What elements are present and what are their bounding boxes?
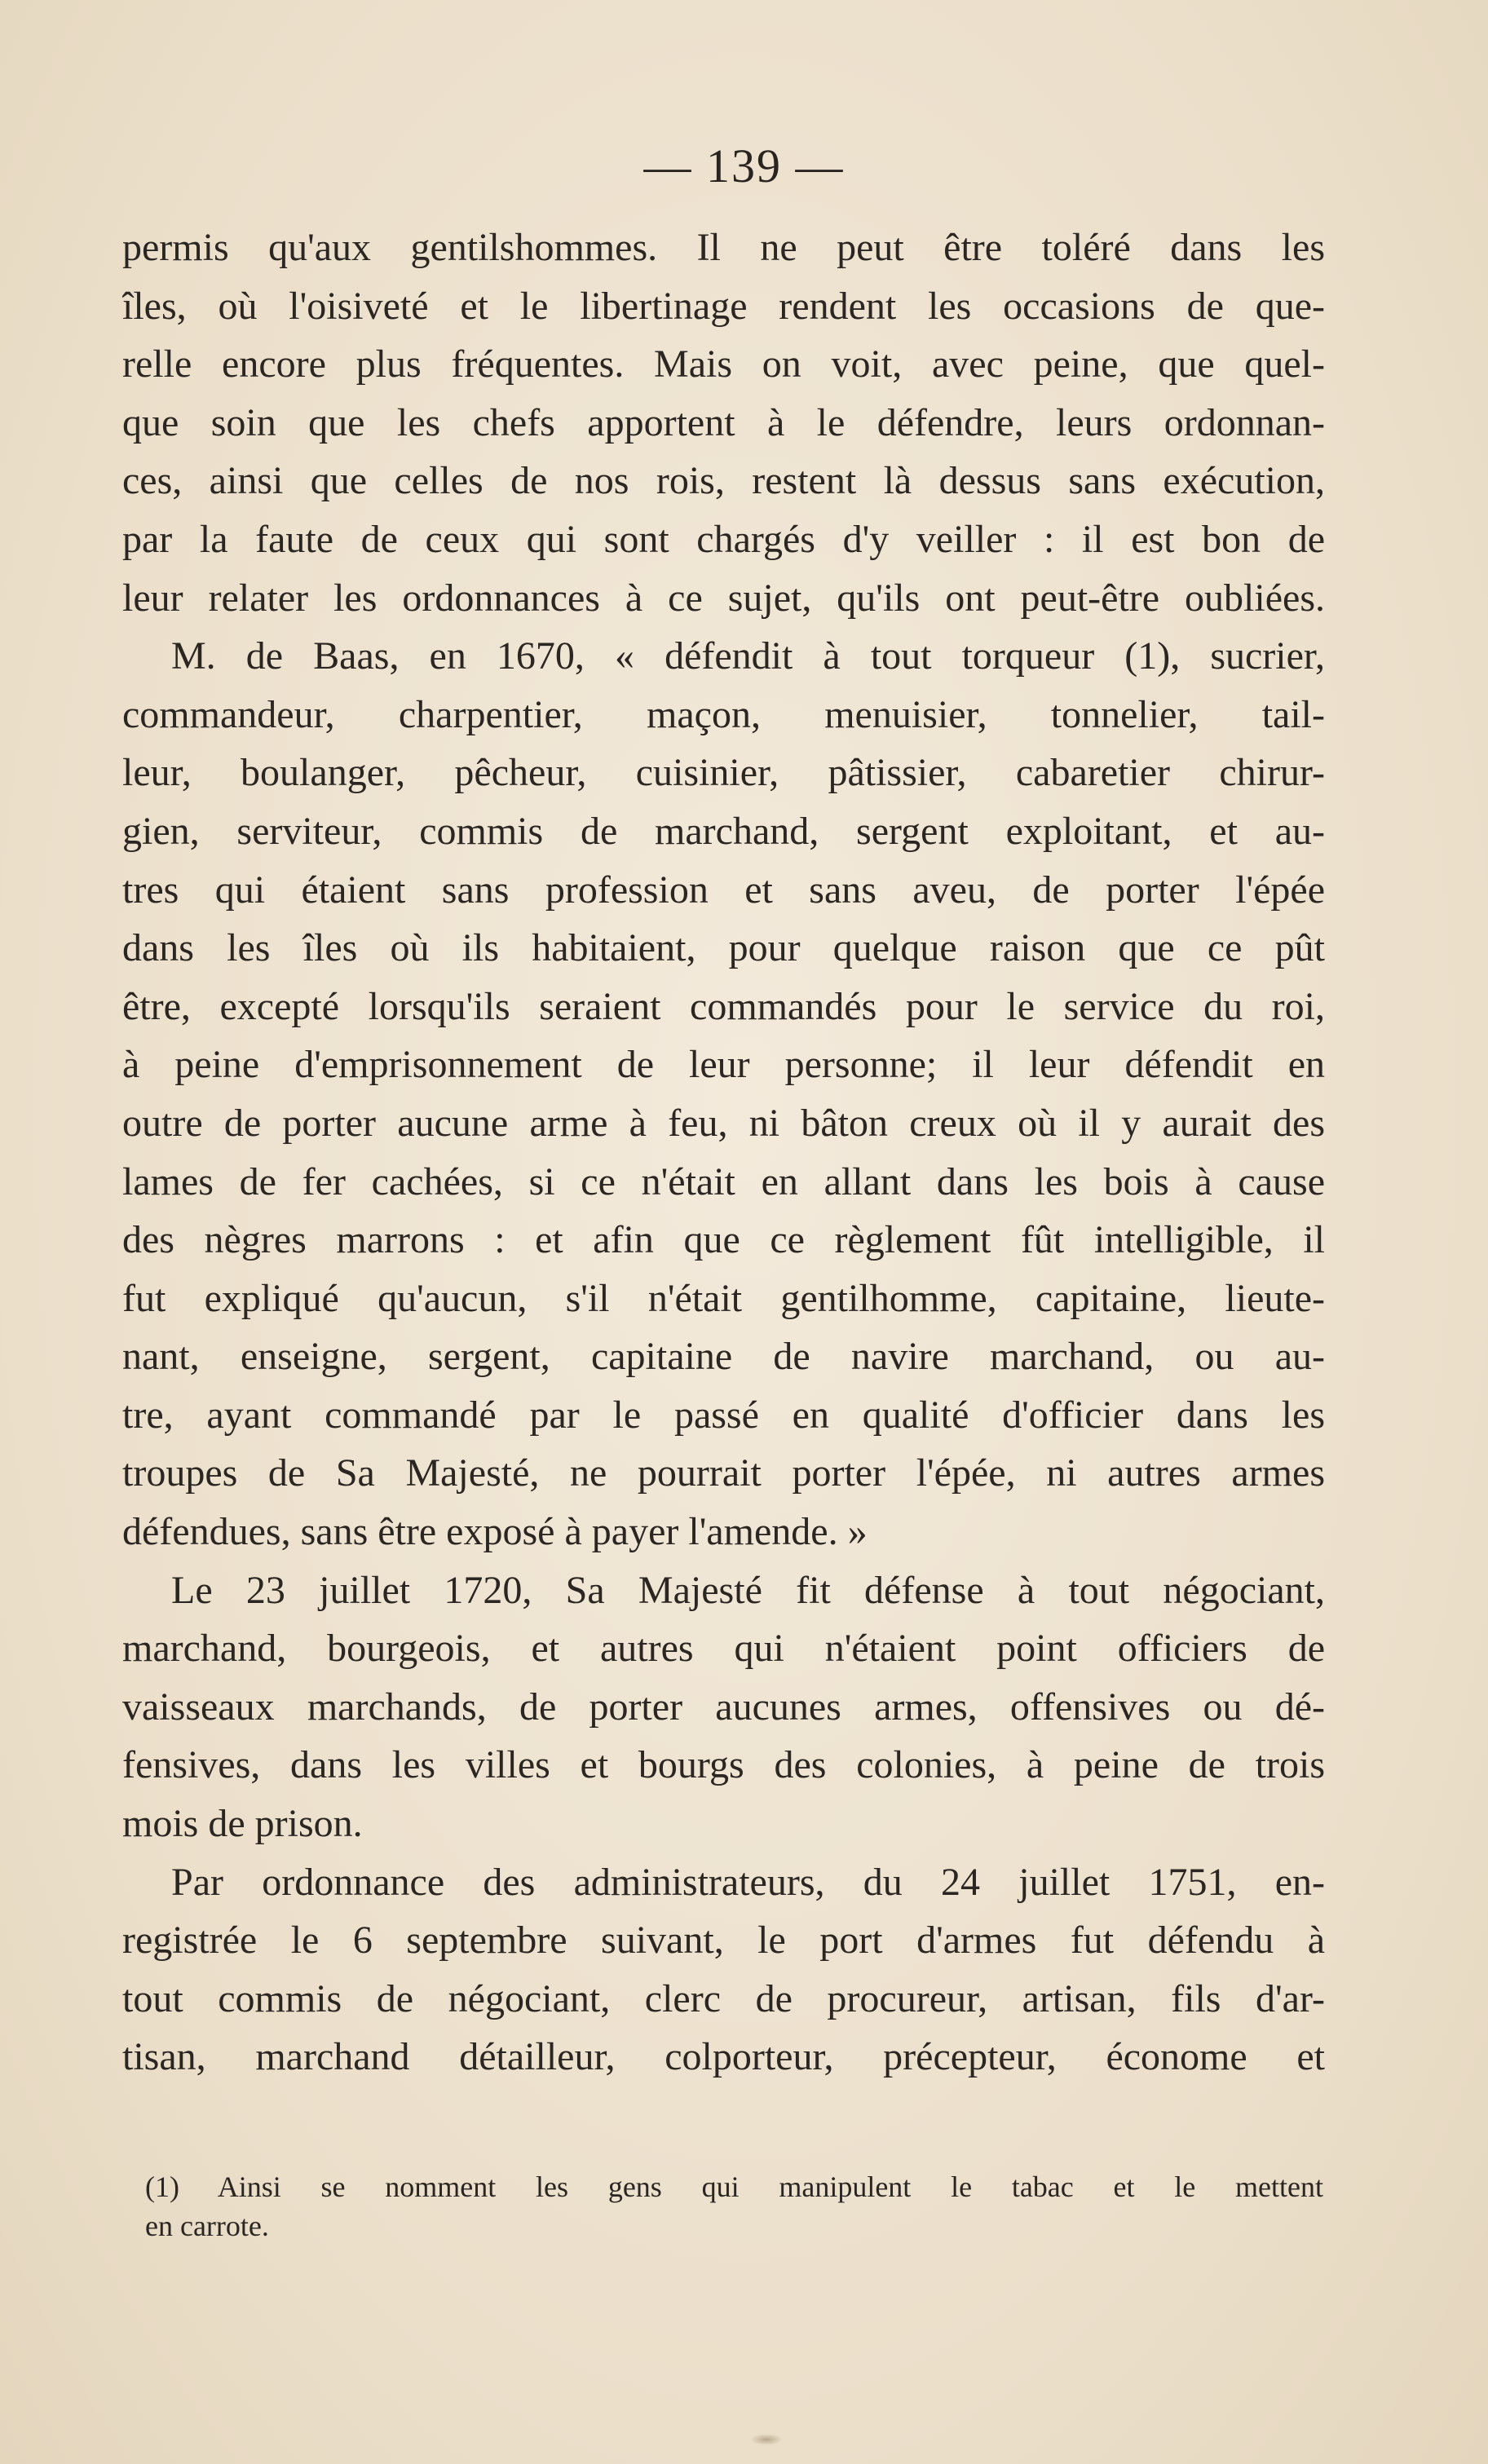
text-line: tre, ayant commandé par le passé en qualité d'officier dans les (122, 1393, 1325, 1437)
text-line: ces, ainsi que celles de nos rois, restent là dessus sans exécution, (122, 459, 1325, 503)
text-line: outre de porter aucune arme à feu, ni bâton creux où il y aurait des (122, 1101, 1325, 1145)
text-line: nant, enseigne, sergent, capitaine de navire marchand, ou au- (122, 1335, 1325, 1379)
text-line: fut expliqué qu'aucun, s'il n'était gentilhomme, capitaine, lieute- (122, 1276, 1325, 1320)
page-number: — 139 — (643, 139, 845, 192)
paragraph (122, 627, 1325, 1561)
text-line: commandeur, charpentier, maçon, menuisier, tonnelier, tail- (122, 692, 1325, 736)
text-line: fensives, dans les villes et bourgs des colonies, à peine de trois (122, 1743, 1325, 1787)
text-line: marchand, bourgeois, et autres qui n'étaient point officiers de (122, 1627, 1325, 1671)
text-line: îles, où l'oisiveté et le libertinage rendent les occasions de que- (122, 284, 1325, 328)
footnote-line: en carrote. (145, 2210, 269, 2242)
paragraph (122, 1561, 1325, 1853)
text-line: M. de Baas, en 1670, « défendit à tout torqueur (1), sucrier, (171, 634, 1325, 678)
text-line: lames de fer cachées, si ce n'était en allant dans les bois à cause (122, 1159, 1325, 1203)
text-line: gien, serviteur, commis de marchand, sergent exploitant, et au- (122, 809, 1325, 853)
text-line: dans les îles où ils habitaient, pour quelque raison que ce pût (122, 926, 1325, 970)
text-line: registrée le 6 septembre suivant, le port d'armes fut défendu à (122, 1919, 1325, 1963)
text-line: Par ordonnance des administrateurs, du 24 juillet 1751, en- (171, 1860, 1325, 1904)
text-line: permis qu'aux gentilshommes. Il ne peut être toléré dans les (122, 226, 1325, 269)
text-line: défendues, sans être exposé à payer l'amende. » (122, 1510, 868, 1554)
text-line: que soin que les chefs apportent à le défendre, leurs ordonnan- (122, 400, 1325, 444)
text-line: être, excepté lorsqu'ils seraient commandés pour le service du roi, (122, 984, 1325, 1028)
text-line: mois de prison. (122, 1802, 363, 1846)
paragraph (122, 219, 1325, 627)
text-line: tout commis de négociant, clerc de procureur, artisan, fils d'ar- (122, 1976, 1325, 2020)
text-line: tisan, marchand détailleur, colporteur, précepteur, économe et (122, 2035, 1325, 2079)
body-text (122, 219, 1325, 2086)
text-line: troupes de Sa Majesté, ne pourrait porter l'épée, ni autres armes (122, 1451, 1325, 1495)
paragraph (122, 1853, 1325, 2086)
text-line: par la faute de ceux qui sont chargés d'y veiller : il est bon de (122, 517, 1325, 561)
footnote-line: (1) Ainsi se nomment les gens qui manipulent le tabac et le mettent (145, 2170, 1323, 2203)
text-line: tres qui étaient sans profession et sans aveu, de porter l'épée (122, 868, 1325, 912)
text-line: leur relater les ordonnances à ce sujet, qu'ils ont peut-être oubliées. (122, 576, 1325, 620)
paper-speck (750, 2434, 783, 2445)
text-line: leur, boulanger, pêcheur, cuisinier, pâtissier, cabaretier chirur- (122, 751, 1325, 795)
text-line: Le 23 juillet 1720, Sa Majesté fit défense à tout négociant, (171, 1568, 1325, 1612)
footnote (145, 2167, 1323, 2245)
text-line: des nègres marrons : et afin que ce règlement fût intelligible, il (122, 1218, 1325, 1262)
text-line: vaisseaux marchands, de porter aucunes armes, offensives ou dé- (122, 1685, 1325, 1729)
text-line: relle encore plus fréquentes. Mais on voit, avec peine, que quel- (122, 342, 1325, 386)
text-line: à peine d'emprisonnement de leur personne; il leur défendit en (122, 1043, 1325, 1087)
